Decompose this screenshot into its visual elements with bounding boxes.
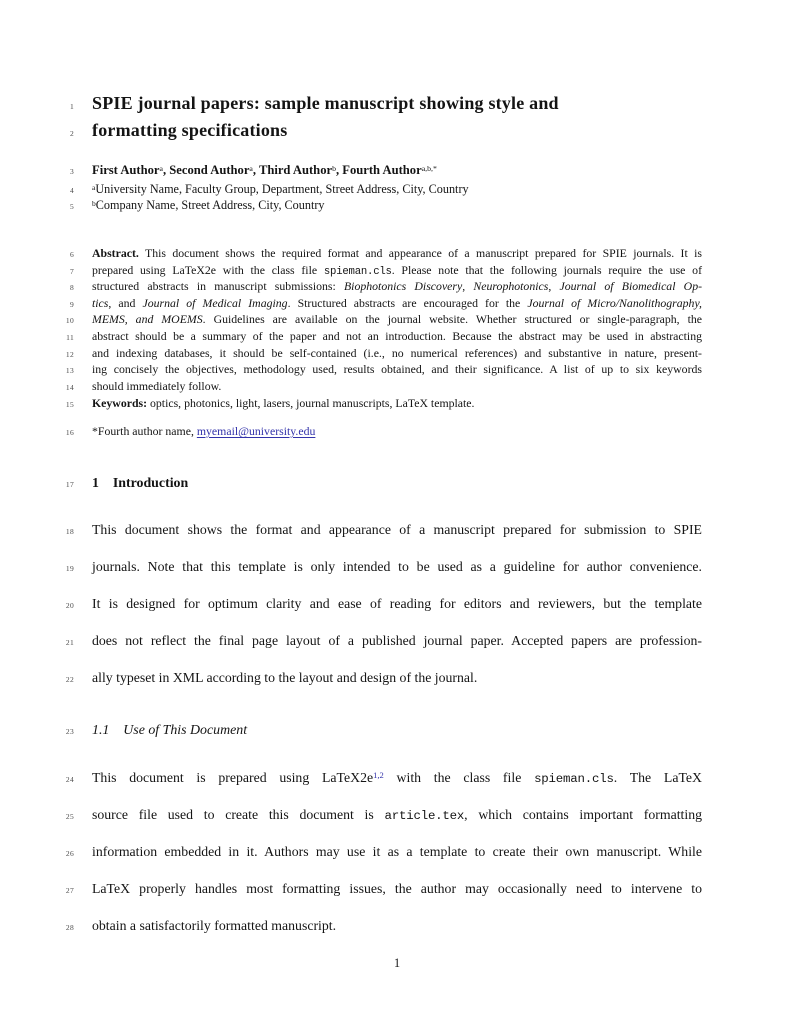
section-heading-text xyxy=(92,476,702,492)
text-segment: information embedded in it. Authors may use it as a template to create their own manuscript. While xyxy=(92,844,702,859)
body-line-text xyxy=(92,522,702,538)
abstract-line xyxy=(48,296,704,311)
text-segment: ing concisely the objectives, methodology used, results obtained, and their significance. A list of up to six keywords xyxy=(92,362,702,376)
correspondence-line-text xyxy=(92,424,702,439)
line-number: 17 xyxy=(65,480,74,489)
body-line xyxy=(48,807,704,823)
text-segment: with the class file xyxy=(383,770,535,785)
journal-name: Journal of Micro/Nanolithography, xyxy=(527,296,702,310)
keywords-label: Keywords: xyxy=(92,396,148,410)
affiliation-line xyxy=(48,182,704,197)
correspondence-line xyxy=(48,424,704,439)
body-line xyxy=(48,881,704,897)
text-segment: formatting specifications xyxy=(92,120,288,140)
abstract-line xyxy=(48,346,704,361)
line-number: 18 xyxy=(65,527,74,536)
citation-link[interactable]: 1,2 xyxy=(373,770,384,781)
body-line xyxy=(48,918,704,934)
text-segment: a xyxy=(159,163,163,173)
body-line-text xyxy=(92,633,702,649)
abstract-line xyxy=(48,362,704,377)
text-segment: Company Name, Street Address, City, Country xyxy=(95,198,325,212)
text-segment: It is designed for optimum clarity and ease of reading for editors and reviewers, but the template xyxy=(92,596,702,611)
subsection-heading xyxy=(48,723,704,739)
text-segment: obtain a satisfactorily formatted manuscript. xyxy=(92,918,337,933)
body-line-text xyxy=(92,559,702,575)
line-number: 24 xyxy=(65,775,74,784)
text-segment: , which contains important formatting xyxy=(464,807,702,822)
inline-code: spieman.cls xyxy=(323,266,392,278)
text-segment: *Fourth author name, xyxy=(92,424,197,438)
body-line-text xyxy=(92,881,702,897)
abstract-line xyxy=(48,246,704,261)
text-segment: SPIE journal papers: sample manuscript showing style and xyxy=(92,93,559,113)
paper-title-line-text xyxy=(92,120,702,141)
line-number: 25 xyxy=(65,812,74,821)
abstract-line-text xyxy=(92,329,702,344)
affiliation-line-text xyxy=(92,182,702,197)
body-line-text xyxy=(92,770,702,786)
text-segment: prepared using LaTeX2e with the class file xyxy=(92,263,324,277)
affiliation-line xyxy=(48,198,704,213)
line-number: 28 xyxy=(65,923,74,932)
text-segment: This document is prepared using LaTeX2e xyxy=(92,770,374,785)
line-number: 16 xyxy=(65,428,74,437)
body-line-text xyxy=(92,596,702,612)
abstract-line-text xyxy=(92,279,702,294)
abstract-line-text xyxy=(92,296,702,311)
text-segment: , Fourth Author xyxy=(335,163,422,177)
affiliation-line-text xyxy=(92,198,702,213)
inline-code: article.tex xyxy=(384,809,465,823)
text-segment: University Name, Faculty Group, Department, Street Address, City, Country xyxy=(95,182,469,196)
text-segment: does not reflect the final page layout of a published journal paper. Accepted papers are profession- xyxy=(92,633,702,648)
line-number: 13 xyxy=(65,366,74,375)
body-line xyxy=(48,596,704,612)
journal-name: Journal of Medical Imaging xyxy=(142,296,288,310)
paper-title-line xyxy=(48,93,704,114)
text-segment: ally typeset in XML according to the layout and design of the journal. xyxy=(92,670,478,685)
text-segment: . The LaTeX xyxy=(613,770,702,785)
text-segment: . Please note that the following journals require the use of xyxy=(391,263,702,277)
journal-name: tics xyxy=(92,296,109,310)
abstract-label: Abstract. xyxy=(92,246,139,260)
text-segment: , Second Author xyxy=(162,163,250,177)
text-segment: optics, photonics, light, lasers, journal manuscripts, LaTeX template. xyxy=(147,396,475,410)
text-segment: a xyxy=(92,182,96,192)
body-line xyxy=(48,670,704,686)
body-line-text xyxy=(92,844,702,860)
text-segment: LaTeX properly handles most formatting issues, the author may occasionally need to intervene to xyxy=(92,881,702,896)
line-number: 26 xyxy=(65,849,74,858)
line-number: 21 xyxy=(65,638,74,647)
line-number: 3 xyxy=(69,167,74,176)
text-segment: This document shows the required format and appearance of a manuscript prepared for SPIE journals. It is xyxy=(138,246,702,260)
abstract-line xyxy=(48,279,704,294)
text-segment: 1.1 Use of This Document xyxy=(92,723,248,738)
text-segment: 1 Introduction xyxy=(92,476,189,491)
abstract-line-text xyxy=(92,263,702,278)
line-number: 20 xyxy=(65,601,74,610)
text-segment: b xyxy=(92,198,96,208)
text-segment: , xyxy=(548,279,560,293)
line-number: 23 xyxy=(65,727,74,736)
journal-name: Journal of Biomedical Op- xyxy=(559,279,703,293)
line-number: 8 xyxy=(69,283,74,292)
inline-code: spieman.cls xyxy=(534,772,614,786)
keywords-line-text xyxy=(92,396,702,411)
section-heading xyxy=(48,476,704,492)
text-segment: should immediately follow. xyxy=(92,379,222,393)
line-number: 10 xyxy=(65,316,74,325)
text-segment: and indexing databases, it should be self-contained (i.e., no numerical references) and substantive in nature, present- xyxy=(92,346,702,360)
text-segment: , and xyxy=(108,296,143,310)
paper-title-line xyxy=(48,120,704,141)
text-segment: . Guidelines are available on the journal website. Whether structured or single-paragraph, the xyxy=(202,312,702,326)
abstract-line xyxy=(48,312,704,327)
text-segment: This document shows the format and appearance of a manuscript prepared for submission to SPIE xyxy=(92,522,702,537)
body-line-text xyxy=(92,670,702,686)
text-segment: a xyxy=(249,163,253,173)
abstract-line-text xyxy=(92,312,702,327)
text-segment: First Author xyxy=(92,163,160,177)
line-number: 14 xyxy=(65,383,74,392)
line-number: 9 xyxy=(69,300,74,309)
line-number: 15 xyxy=(65,400,74,409)
text-segment: , xyxy=(462,279,474,293)
abstract-line-text xyxy=(92,346,702,361)
line-number: 12 xyxy=(65,350,74,359)
authors-line xyxy=(48,163,704,178)
text-segment: structured abstracts in manuscript submissions: xyxy=(92,279,344,293)
text-segment: , Third Author xyxy=(252,163,333,177)
text-segment: . Structured abstracts are encouraged for the xyxy=(287,296,528,310)
body-line-text xyxy=(92,918,702,934)
line-number: 19 xyxy=(65,564,74,573)
body-line xyxy=(48,522,704,538)
abstract-line xyxy=(48,329,704,344)
journal-name: MEMS, and MOEMS xyxy=(92,312,203,326)
line-number: 7 xyxy=(69,267,74,276)
body-line-text xyxy=(92,807,702,823)
body-line xyxy=(48,559,704,575)
abstract-line-text xyxy=(92,246,702,261)
line-number: 1 xyxy=(69,102,74,111)
journal-name: Biophotonics Discovery xyxy=(343,279,463,293)
line-number: 11 xyxy=(66,333,74,342)
email-link[interactable]: myemail@university.edu xyxy=(196,424,316,438)
subsection-heading-text xyxy=(92,723,702,739)
line-number: 27 xyxy=(65,886,74,895)
body-line xyxy=(48,633,704,649)
text-segment: abstract should be a summary of the paper and not an introduction. Because the abstract may be used in abstracting xyxy=(92,329,702,343)
text-segment: b xyxy=(332,163,336,173)
text-segment: source file used to create this document is xyxy=(92,807,385,822)
keywords-line xyxy=(48,396,704,411)
line-number: 5 xyxy=(69,202,74,211)
abstract-line-text xyxy=(92,379,702,394)
line-number: 4 xyxy=(69,186,74,195)
line-number: 2 xyxy=(69,129,74,138)
abstract-line-text xyxy=(92,362,702,377)
body-line xyxy=(48,844,704,860)
abstract-line xyxy=(48,379,704,394)
page-number: 1 xyxy=(393,956,401,970)
body-line xyxy=(48,770,704,786)
paper-title-line-text xyxy=(92,93,702,114)
text-segment: journals. Note that this template is only intended to be used as a guideline for author convenience. xyxy=(92,559,702,574)
line-number: 6 xyxy=(69,250,74,259)
journal-name: Neurophotonics xyxy=(473,279,549,293)
line-number: 22 xyxy=(65,675,74,684)
abstract-line xyxy=(48,263,704,278)
text-segment: a,b,* xyxy=(421,163,437,173)
authors-line-text xyxy=(92,163,702,178)
